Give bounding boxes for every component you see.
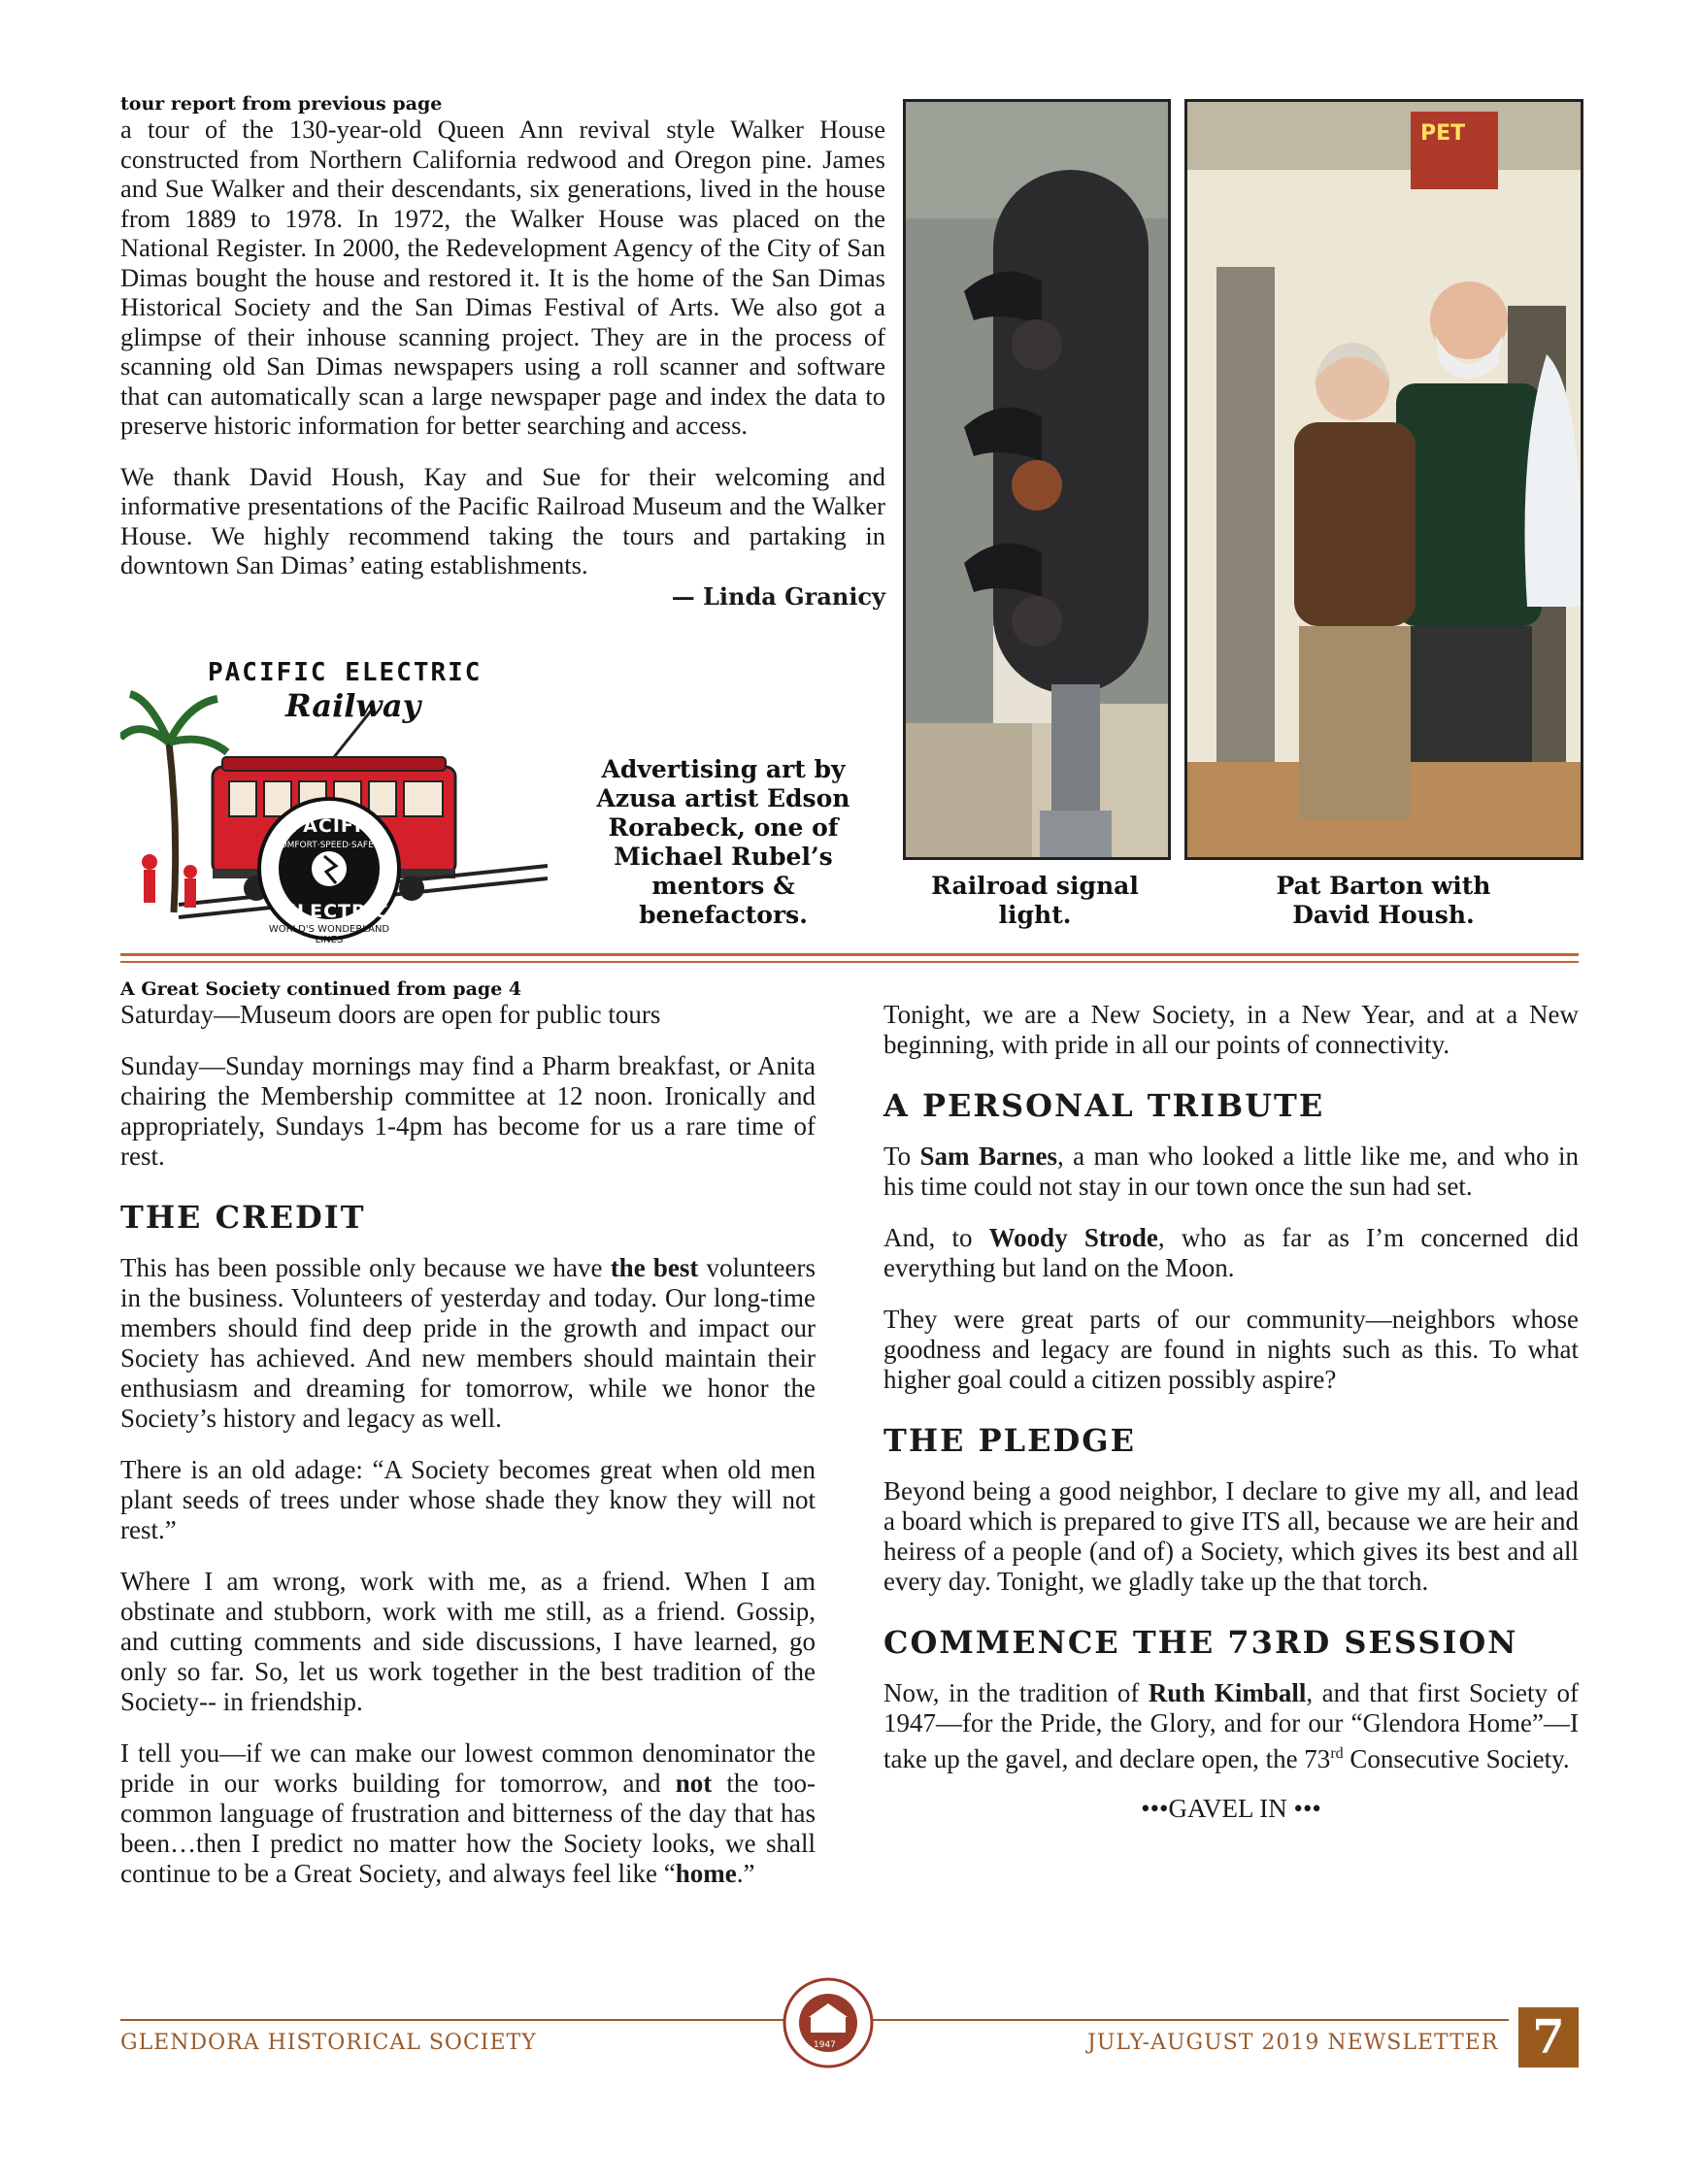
commence-paragraph: Now, in the tradition of Ruth Kimball, and that first Society of 1947—for the Pride, the Glory, and for our “Glendora Home”—I take up the gavel, and declare open, the 73rd Consecutive Society. <box>883 1678 1580 1773</box>
continued-left-column <box>120 978 816 1889</box>
continued-right-column <box>883 1000 1579 1824</box>
commence-heading: COMMENCE THE 73RD SESSION <box>883 1624 1518 1661</box>
schedule-sunday: Sunday—Sunday mornings may find a Pharm breakfast, or Anita chairing the Membership committee at 12 noon. Ironically and appropriately, Sundays 1-4pm has become for us a rare time of rest. <box>120 1051 816 1171</box>
pledge-heading: THE PLEDGE <box>883 1422 1136 1459</box>
article-byline: — Linda Granicy <box>671 581 885 611</box>
ad-title-line1: PACIFIC ELECTRIC <box>208 658 483 687</box>
signal-light-image <box>906 102 1168 857</box>
pacific-electric-ad <box>120 650 548 945</box>
article-paragraph: a tour of the 130-year-old Queen Ann revival style Walker House constructed from Northern California redwood and Oregon pine. James and Sue Walker and their descendants, six generations, lived in the house from 1889 to 1978. In 1972, the Walker House was placed on the National Register. In 2000, the Redevelopment Agency of the City of San Dimas bought the house and restored it. It is the home of the San Dimas Historical Society and the San Dimas Festival of Arts. We also got a glimpse of their inhouse scanning project. They are in the process of scanning old San Dimas newspapers using a roll scanner and software that can automatically scan a large newspaper page and index the data to preserve historic information for better searching and access. <box>120 115 885 440</box>
credit-friendship: Where I am wrong, work with me, as a friend. When I am obstinate and stubborn, work with me still, as a friend. Gossip, and cutting comments and side discussions, I have learned, go only so far. So, let us work together in the best tradition of the Society-- in friendship. <box>120 1567 816 1716</box>
article-kicker: tour report from previous page <box>120 93 443 115</box>
ad-title-line2: Railway <box>285 687 421 724</box>
schedule-saturday: Saturday—Museum doors are open for public tours <box>120 1000 661 1029</box>
tribute-woody-strode: And, to Woody Strode, who as far as I’m concerned did everything but land on the Moon. <box>883 1223 1580 1282</box>
page-number: 7 <box>1518 2007 1579 2068</box>
gavel-in: •••GAVEL IN ••• <box>1141 1794 1321 1823</box>
society-seal <box>782 1976 875 2069</box>
credit-adage: There is an old adage: “A Society becomes great when old men plant seeds of trees under whose shade they know they will not rest.” <box>120 1455 816 1544</box>
people-photo <box>1184 99 1583 860</box>
section-divider <box>120 961 1579 963</box>
ad-seal-top: PACIFIC <box>290 815 377 837</box>
credit-heading: THE CREDIT <box>120 1199 366 1236</box>
seal-year: 1947 <box>814 2040 836 2050</box>
credit-home: I tell you—if we can make our lowest common denominator the pride in our works building for tomorrow, and not the too-common language of frustration and bitterness of the day that has been…then I predict no matter how the Society looks, we shall continue to be a Great Society, and always feel like “home.” <box>120 1738 816 1888</box>
signal-light-photo <box>903 99 1171 860</box>
ad-seal-center: COMFORT·SPEED·SAFETY <box>274 841 384 850</box>
section-divider <box>120 953 1579 956</box>
people-caption: Pat Barton with David Housh. <box>1276 872 1491 929</box>
tribute-community: They were great parts of our community—neighbors whose goodness and legacy are found in nights such as this. To what higher goal could a citizen possibly aspire? <box>883 1305 1579 1394</box>
top-article <box>120 93 885 611</box>
signal-caption: Railroad signal light. <box>931 872 1139 929</box>
footer-society-name: GLENDORA HISTORICAL SOCIETY <box>120 2031 537 2055</box>
continued-kicker: A Great Society continued from page 4 <box>120 978 522 1000</box>
pet-sign: PET <box>1420 121 1466 146</box>
credit-paragraph: This has been possible only because we have the best volunteers in the business. Volunteers of yesterday and today. Our long-time members should find deep pride in the growth and impact our Society has achieved. And new members should maintain their enthusiasm and dreaming for tomorrow, while we honor the Society’s history and legacy as well. <box>120 1253 816 1433</box>
people-image <box>1187 102 1581 857</box>
footer-issue: JULY-AUGUST 2019 NEWSLETTER <box>1087 2031 1499 2055</box>
tribute-heading: A PERSONAL TRIBUTE <box>883 1087 1325 1124</box>
ad-caption: Advertising art by Azusa artist Edson Rorabeck, one of Michael Rubel’s mentors & benefactors. <box>596 755 850 929</box>
tribute-sam-barnes: To Sam Barnes, a man who looked a little like me, and who in his time could not stay in our town once the sun had set. <box>883 1142 1579 1201</box>
ad-seal-ring: WORLD'S WONDERLAND LINES <box>268 924 390 945</box>
article-paragraph: We thank David Housh, Kay and Sue for their welcoming and informative presentations of the Pacific Railroad Museum and the Walker House. We highly recommend taking the tours and partaking in downtown San Dimas’ eating establishments. <box>120 461 885 579</box>
pledge-paragraph: Beyond being a good neighbor, I declare to give my all, and lead a board which is prepared to give ITS all, because we are heir and heiress of a people (and of) a Society, which gives its best and all every day. Tonight, we gladly take up the that torch. <box>883 1476 1579 1596</box>
society-seal-icon <box>782 1976 875 2069</box>
ad-seal-bottom: ELECTRIC <box>283 901 389 922</box>
new-society-intro: Tonight, we are a New Society, in a New Year, and at a New beginning, with pride in all our points of connectivity. <box>883 1000 1579 1059</box>
